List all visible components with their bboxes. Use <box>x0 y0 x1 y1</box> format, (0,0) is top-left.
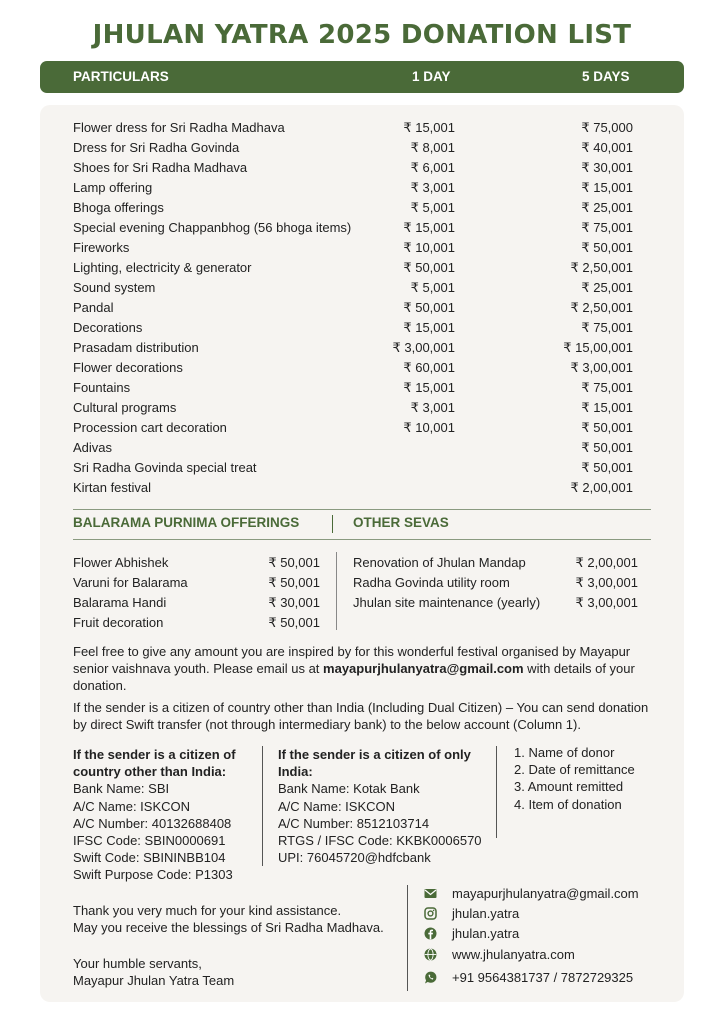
item-name: Cultural programs <box>73 400 177 415</box>
offering-value: ₹ 30,001 <box>268 595 320 610</box>
one-day-value: ₹ 10,001 <box>403 420 455 435</box>
table-row <box>73 160 633 180</box>
table-row <box>73 300 633 320</box>
ifsc-code: RTGS / IFSC Code: KKBK0006570 <box>278 833 482 849</box>
five-days-value: ₹ 50,001 <box>581 460 633 475</box>
bank-heading: India: <box>278 764 313 780</box>
five-days-value: ₹ 40,001 <box>581 140 633 155</box>
list-item: 2. Date of remittance <box>514 762 635 778</box>
seva-name: Radha Govinda utility room <box>353 575 510 590</box>
five-days-value: ₹ 50,001 <box>581 240 633 255</box>
one-day-value: ₹ 3,00,001 <box>392 340 455 355</box>
item-name: Sri Radha Govinda special treat <box>73 460 257 475</box>
list-item <box>73 555 320 575</box>
list-item: 1. Name of donor <box>514 745 615 760</box>
item-name: Flower dress for Sri Radha Madhava <box>73 120 285 135</box>
details-list <box>514 744 635 813</box>
contact-text: mayapurjhulanyatra@gmail.com <box>452 886 639 901</box>
one-day-value: ₹ 15,001 <box>403 120 455 135</box>
bank-foreign <box>73 746 236 884</box>
ifsc-code: IFSC Code: SBIN0000691 <box>73 833 226 849</box>
one-day-value: ₹ 15,001 <box>403 380 455 395</box>
swift-code: Swift Code: SBININBB104 <box>73 850 226 866</box>
table-row <box>73 120 633 140</box>
bank-india <box>278 746 482 866</box>
one-day-value: ₹ 3,001 <box>410 400 455 415</box>
item-name: Decorations <box>73 320 143 335</box>
donation-note <box>73 643 653 694</box>
bank-name: Bank Name: SBI <box>73 781 170 797</box>
whatsapp-icon <box>424 971 437 984</box>
note-text: Feel free to give any amount you are inspired by for this wonderful festival organised by Mayapur senior vaishnava youth. Please email us at <box>73 644 631 676</box>
five-days-value: ₹ 15,00,001 <box>563 340 633 355</box>
one-day-value: ₹ 6,001 <box>410 160 455 175</box>
seva-name: Jhulan site maintenance (yearly) <box>353 595 541 610</box>
offering-value: ₹ 50,001 <box>268 615 320 630</box>
one-day-value: ₹ 15,001 <box>403 320 455 335</box>
table-row <box>73 400 633 420</box>
bank-heading: If the sender is a citizen of <box>73 747 236 762</box>
item-name: Special evening Chappanbhog (56 bhoga items) <box>73 220 352 235</box>
bank-heading: country other than India: <box>73 764 227 780</box>
seva-value: ₹ 2,00,001 <box>575 555 638 570</box>
table-row <box>73 220 633 240</box>
offering-value: ₹ 50,001 <box>268 575 320 590</box>
bank-name: Bank Name: Kotak Bank <box>278 781 420 797</box>
item-name: Lighting, electricity & generator <box>73 260 252 275</box>
table-row <box>73 360 633 380</box>
contact-text: jhulan.yatra <box>452 926 520 941</box>
table-row <box>73 320 633 340</box>
table-row <box>73 200 633 220</box>
table-row <box>73 340 633 360</box>
five-days-value: ₹ 75,001 <box>581 220 633 235</box>
offering-value: ₹ 50,001 <box>268 555 320 570</box>
table-row <box>73 240 633 260</box>
item-name: Pandal <box>73 300 114 315</box>
seva-value: ₹ 3,00,001 <box>575 575 638 590</box>
facebook-icon <box>424 927 437 940</box>
five-days-value: ₹ 75,000 <box>581 120 633 135</box>
page-title: JHULAN YATRA 2025 DONATION LIST <box>92 20 632 50</box>
globe-icon <box>424 948 437 961</box>
contact-text: www.jhulanyatra.com <box>452 947 575 962</box>
five-days-value: ₹ 15,001 <box>581 400 633 415</box>
account-name: A/C Name: ISKCON <box>278 798 396 814</box>
signoff-line: Mayapur Jhulan Yatra Team <box>73 973 235 988</box>
note-text: with details of your donation. <box>73 661 635 693</box>
balarama-heading: BALARAMA PURNIMA OFFERINGS <box>73 515 300 530</box>
five-days-value: ₹ 50,001 <box>581 420 633 435</box>
list-item <box>353 575 638 595</box>
column-divider <box>336 552 337 630</box>
table-row <box>73 180 633 200</box>
column-divider <box>262 746 263 866</box>
heading-divider <box>332 515 333 533</box>
five-days-value: ₹ 75,001 <box>581 380 633 395</box>
signoff-line: Your humble servants, <box>73 956 202 971</box>
upi-id: UPI: 76045720@hdfcbank <box>278 850 431 866</box>
five-days-value: ₹ 2,50,001 <box>570 300 633 315</box>
offering-name: Varuni for Balarama <box>73 575 188 590</box>
five-days-value: ₹ 75,001 <box>581 320 633 335</box>
five-days-value: ₹ 25,001 <box>581 280 633 295</box>
offering-name: Flower Abhishek <box>73 555 169 570</box>
one-day-value: ₹ 50,001 <box>403 300 455 315</box>
account-number: A/C Number: 40132688408 <box>73 815 232 831</box>
header-particulars: PARTICULARS <box>73 69 169 84</box>
swift-purpose-code: Swift Purpose Code: P1303 <box>73 867 233 883</box>
column-divider <box>407 885 408 991</box>
five-days-value: ₹ 2,50,001 <box>570 260 633 275</box>
account-number: A/C Number: 8512103714 <box>278 815 430 831</box>
one-day-value: ₹ 15,001 <box>403 220 455 235</box>
item-name: Adivas <box>73 440 113 455</box>
item-name: Sound system <box>73 280 156 295</box>
instagram-icon <box>424 907 437 920</box>
one-day-value: ₹ 50,001 <box>403 260 455 275</box>
mail-icon <box>424 887 437 900</box>
list-item <box>353 555 638 575</box>
item-name: Fountains <box>73 380 131 395</box>
table-header <box>40 61 684 93</box>
list-item <box>73 575 320 595</box>
one-day-value: ₹ 10,001 <box>403 240 455 255</box>
five-days-value: ₹ 30,001 <box>581 160 633 175</box>
offering-name: Balarama Handi <box>73 595 167 610</box>
bank-heading: If the sender is a citizen of only <box>278 747 471 762</box>
five-days-value: ₹ 25,001 <box>581 200 633 215</box>
item-name: Bhoga offerings <box>73 200 164 215</box>
item-name: Lamp offering <box>73 180 153 195</box>
item-name: Flower decorations <box>73 360 183 375</box>
thanks-line: Thank you very much for your kind assistance. <box>73 903 342 918</box>
five-days-value: ₹ 3,00,001 <box>570 360 633 375</box>
column-divider <box>496 746 497 838</box>
list-item <box>353 595 638 615</box>
five-days-value: ₹ 15,001 <box>581 180 633 195</box>
one-day-value: ₹ 3,001 <box>410 180 455 195</box>
item-name: Procession cart decoration <box>73 420 227 435</box>
list-item <box>73 615 320 635</box>
contact-text: jhulan.yatra <box>452 906 520 921</box>
offering-name: Fruit decoration <box>73 615 164 630</box>
table-row <box>73 140 633 160</box>
contact-text: +91 9564381737 / 7872729325 <box>452 970 634 985</box>
table-row <box>73 260 633 280</box>
one-day-value: ₹ 60,001 <box>403 360 455 375</box>
five-days-value: ₹ 50,001 <box>581 440 633 455</box>
header-five-days: 5 DAYS <box>582 69 630 84</box>
item-name: Dress for Sri Radha Govinda <box>73 140 240 155</box>
item-name: Fireworks <box>73 240 130 255</box>
divider <box>73 539 651 540</box>
five-days-value: ₹ 2,00,001 <box>570 480 633 495</box>
table-row <box>73 280 633 300</box>
item-name: Kirtan festival <box>73 480 152 495</box>
table-row <box>73 480 633 500</box>
other-sevas-heading: OTHER SEVAS <box>353 515 449 530</box>
list-item: 4. Item of donation <box>514 796 622 812</box>
header-one-day: 1 DAY <box>412 69 451 84</box>
one-day-value: ₹ 8,001 <box>410 140 455 155</box>
thanks-line: May you receive the blessings of Sri Radha Madhava. <box>73 920 384 935</box>
table-row <box>73 420 633 440</box>
table-row <box>73 440 633 460</box>
item-name: Shoes for Sri Radha Madhava <box>73 160 248 175</box>
swift-note: If the sender is a citizen of country other than India (Including Dual Citizen) – You can send donation by direct Swift transfer (not through intermediary bank) to the below account (Column 1). <box>73 700 649 732</box>
divider <box>73 509 651 510</box>
one-day-value: ₹ 5,001 <box>410 200 455 215</box>
seva-name: Renovation of Jhulan Mandap <box>353 555 526 570</box>
seva-value: ₹ 3,00,001 <box>575 595 638 610</box>
table-row <box>73 380 633 400</box>
one-day-value: ₹ 5,001 <box>410 280 455 295</box>
table-row <box>73 460 633 480</box>
item-name: Prasadam distribution <box>73 340 199 355</box>
list-item <box>73 595 320 615</box>
list-item: 3. Amount remitted <box>514 779 624 795</box>
contact-email-link[interactable]: mayapurjhulanyatra@gmail.com <box>323 661 524 676</box>
account-name: A/C Name: ISKCON <box>73 798 191 814</box>
